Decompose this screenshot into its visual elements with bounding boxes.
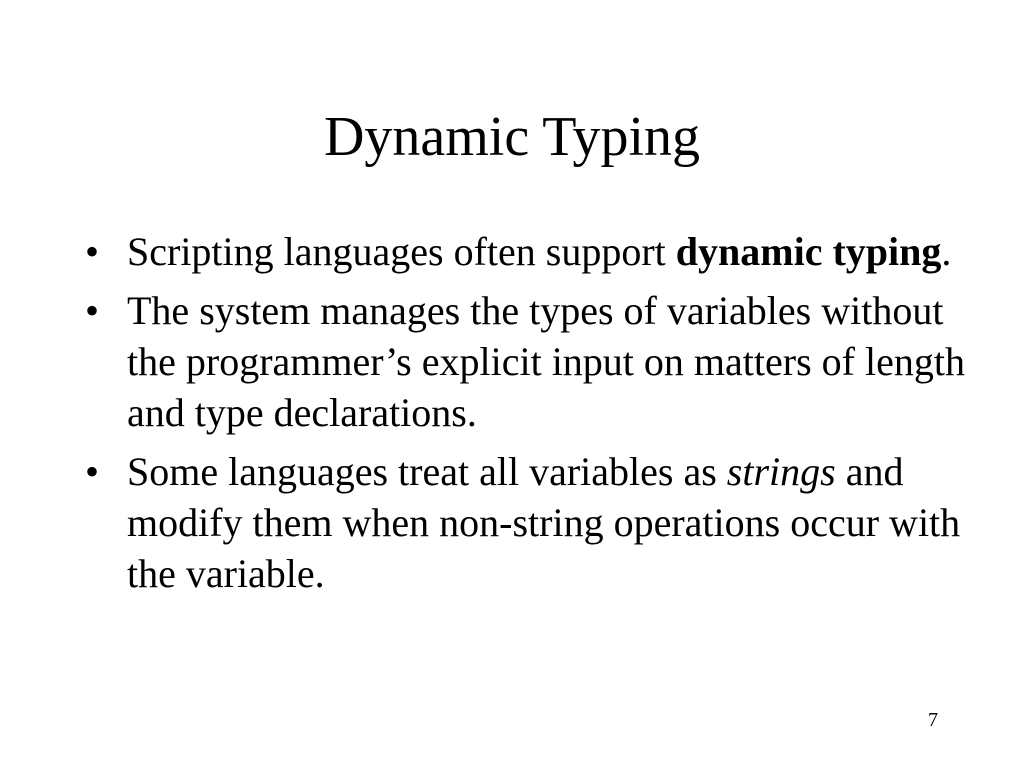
bullet-item [85, 226, 965, 277]
bullet-text [127, 449, 960, 596]
bullet-marker: • [85, 288, 100, 333]
bullet-item [85, 285, 965, 438]
bullet-text-segment: The system manages the types of variables without the programmer’s explicit input on matters of length and type declarations. [127, 288, 965, 435]
bullet-item [85, 446, 965, 599]
page-number: 7 [928, 709, 938, 731]
bullet-text [127, 288, 965, 435]
bullet-list [85, 226, 965, 607]
bullet-marker: • [85, 229, 100, 274]
bullet-text-segment: Some languages treat all variables as [127, 449, 727, 494]
bullet-text-italic: strings [726, 449, 836, 494]
slide-title: Dynamic Typing [323, 106, 701, 168]
bullet-text [127, 229, 951, 274]
bullet-marker: • [85, 449, 100, 494]
bullet-text-segment: . [941, 229, 952, 274]
bullet-text-segment: Scripting languages often support [127, 229, 676, 274]
bullet-text-segment: and modify them when non-string operations occur with the variable. [127, 449, 961, 596]
bullet-text-bold: dynamic typing [675, 229, 942, 274]
